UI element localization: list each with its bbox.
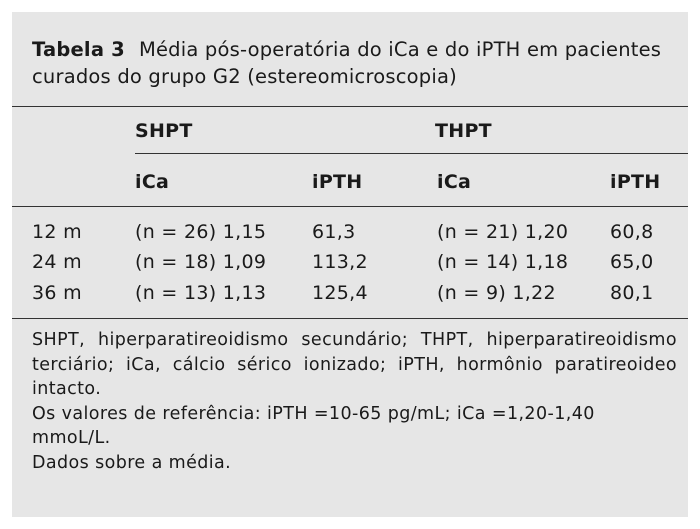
row-shpt-ipth: 113,2 xyxy=(312,251,368,273)
table-title xyxy=(32,36,672,90)
row-shpt-ica: (n = 13) 1,13 xyxy=(135,282,267,304)
row-period: 36 m xyxy=(32,282,82,304)
top-rule xyxy=(12,106,688,107)
bottom-rule xyxy=(12,318,688,319)
row-thpt-ica: (n = 14) 1,18 xyxy=(437,251,569,273)
group-header-shpt: SHPT xyxy=(135,120,193,142)
table-notes xyxy=(32,328,677,475)
row-shpt-ipth: 61,3 xyxy=(312,221,356,243)
row-thpt-ica: (n = 9) 1,22 xyxy=(437,282,556,304)
abbreviations-note: SHPT, hiperparatireoidismo secundário; THPT, hiperparatireoidismo terciário; iCa, cálcio sérico ionizado; iPTH, hormônio paratireoideo intacto. xyxy=(32,330,677,399)
table-panel xyxy=(12,12,688,517)
col-header-shpt-ipth: iPTH xyxy=(312,171,363,193)
col-header-shpt-ica: iCa xyxy=(135,171,170,193)
row-shpt-ipth: 125,4 xyxy=(312,282,368,304)
row-thpt-ica: (n = 21) 1,20 xyxy=(437,221,569,243)
col-header-thpt-ipth: iPTH xyxy=(610,171,661,193)
data-note: Dados sobre a média. xyxy=(32,452,232,473)
header-rule xyxy=(12,206,688,207)
row-shpt-ica: (n = 26) 1,15 xyxy=(135,221,267,243)
group-rule xyxy=(135,153,688,154)
col-header-thpt-ica: iCa xyxy=(437,171,472,193)
row-thpt-ipth: 65,0 xyxy=(610,251,654,273)
table-caption: Média pós-operatória do iCa e do iPTH em pacientes curados do grupo G2 (estereomicroscopia) xyxy=(32,38,662,88)
row-thpt-ipth: 60,8 xyxy=(610,221,654,243)
row-period: 24 m xyxy=(32,251,82,273)
row-period: 12 m xyxy=(32,221,82,243)
reference-values-note: Os valores de referência: iPTH =10-65 pg/mL; iCa =1,20-1,40 mmoL/L. xyxy=(32,403,595,448)
table-label: Tabela 3 xyxy=(32,38,125,61)
row-thpt-ipth: 80,1 xyxy=(610,282,654,304)
group-header-thpt: THPT xyxy=(435,120,492,142)
row-shpt-ica: (n = 18) 1,09 xyxy=(135,251,267,273)
